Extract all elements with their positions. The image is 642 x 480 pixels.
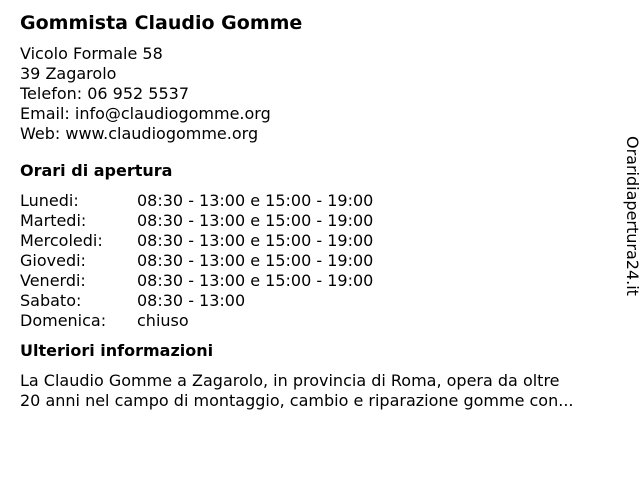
description-line-2: 20 anni nel campo di montaggio, cambio e riparazione gomme con... [20, 391, 574, 410]
business-name: Gommista Claudio Gomme [20, 12, 303, 34]
description-line-1: La Claudio Gomme a Zagarolo, in provincia di Roma, opera da oltre [20, 371, 560, 390]
hours-row-wednesday [20, 231, 620, 251]
hours-row-sunday [20, 311, 620, 331]
phone-line: Telefon: 06 952 5537 [20, 84, 190, 103]
address-street: Vicolo Formale 58 [20, 44, 163, 63]
hours-day: Giovedi: [20, 251, 86, 270]
hours-day: Lunedi: [20, 191, 79, 210]
more-info-heading: Ulteriori informazioni [20, 341, 214, 360]
hours-day: Sabato: [20, 291, 82, 310]
hours-row-saturday [20, 291, 620, 311]
hours-time: 08:30 - 13:00 e 15:00 - 19:00 [137, 191, 374, 210]
hours-row-thursday [20, 251, 620, 271]
web-line: Web: www.claudiogomme.org [20, 124, 259, 143]
hours-time: 08:30 - 13:00 [137, 291, 246, 310]
email-line: Email: info@claudiogomme.org [20, 104, 271, 123]
business-card [20, 10, 620, 411]
hours-row-monday [20, 191, 620, 211]
hours-time: 08:30 - 13:00 e 15:00 - 19:00 [137, 231, 374, 250]
hours-row-tuesday [20, 211, 620, 231]
address-city: 39 Zagarolo [20, 64, 117, 83]
hours-day: Martedi: [20, 211, 87, 230]
site-watermark: Oraridiapertura24.it [623, 136, 642, 296]
hours-time: chiuso [137, 311, 189, 330]
opening-hours-heading: Orari di apertura [20, 161, 173, 180]
hours-time: 08:30 - 13:00 e 15:00 - 19:00 [137, 271, 374, 290]
hours-day: Venerdi: [20, 271, 86, 290]
opening-hours-table [20, 191, 620, 331]
hours-time: 08:30 - 13:00 e 15:00 - 19:00 [137, 211, 374, 230]
hours-day: Domenica: [20, 311, 107, 330]
hours-time: 08:30 - 13:00 e 15:00 - 19:00 [137, 251, 374, 270]
hours-row-friday [20, 271, 620, 291]
hours-day: Mercoledi: [20, 231, 103, 250]
